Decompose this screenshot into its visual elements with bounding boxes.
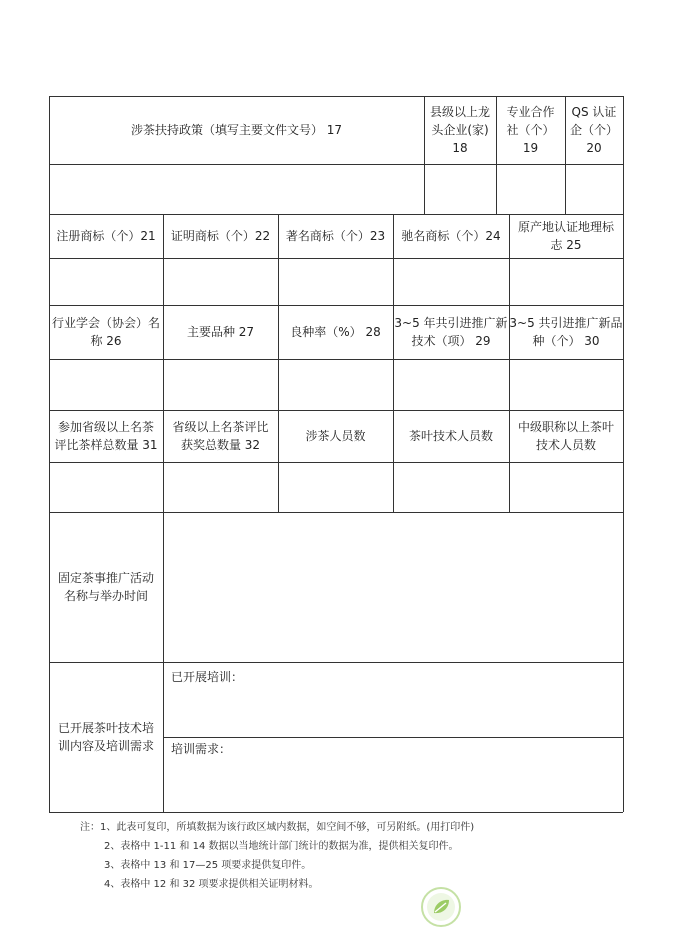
- field-number: 18: [452, 141, 468, 155]
- main-variety-header: [163, 305, 278, 359]
- header-line: 省级以上名茶评比: [172, 420, 269, 434]
- improved-variety-rate-header: [278, 305, 393, 359]
- header-text: 涉茶人员数: [305, 429, 366, 443]
- input-cell-27[interactable]: [163, 359, 278, 410]
- header-text: 注册商标（个）21: [56, 229, 156, 243]
- input-cell-22[interactable]: [163, 258, 278, 305]
- header-line: 行业学会（协会）名: [51, 316, 160, 330]
- header-text: 驰名商标（个）24: [401, 229, 501, 243]
- table-border-right: [623, 96, 624, 812]
- enterprise-input-cell[interactable]: [424, 164, 496, 214]
- activity-input-area[interactable]: [163, 512, 623, 662]
- header-text: 良种率（%） 28: [290, 325, 381, 339]
- header-line: 志 25: [550, 238, 582, 252]
- input-cell-24[interactable]: [393, 258, 509, 305]
- header-line: 企（个）: [569, 123, 618, 137]
- input-cell-25[interactable]: [509, 258, 623, 305]
- input-cell-senior-technicians[interactable]: [509, 462, 623, 512]
- training-done-label: 已开展培训：: [171, 670, 244, 684]
- registered-trademark-header: [49, 214, 163, 258]
- association-header: [49, 305, 163, 359]
- senior-technicians-header: [509, 410, 623, 462]
- enterprise-header: [424, 96, 496, 164]
- header-text: 主要品种 27: [186, 325, 255, 339]
- note-line: 注：1、此表可复印，所填数据为该行政区域内数据，如空间不够，可另附纸。(用打印件): [80, 822, 475, 833]
- input-cell-28[interactable]: [278, 359, 393, 410]
- new-variety-header: [509, 305, 623, 359]
- label-line: 名称与举办时间: [63, 589, 148, 603]
- input-cell-30[interactable]: [509, 359, 623, 410]
- geographic-indication-header: [509, 214, 623, 258]
- header-line: 原产地认证地理标: [517, 220, 614, 234]
- input-cell-32[interactable]: [163, 462, 278, 512]
- famous-trademark-header: [278, 214, 393, 258]
- label-line: 训内容及培训需求: [57, 739, 154, 753]
- note-line: 3、表格中 13 和 17—25 项要求提供复印件。: [104, 860, 312, 871]
- training-label: [49, 662, 163, 812]
- form-notes: [80, 818, 640, 894]
- input-cell-tea-personnel[interactable]: [278, 462, 393, 512]
- header-line: 种（个） 30: [532, 334, 600, 348]
- header-text: 著名商标（个）23: [285, 229, 386, 243]
- training-need-label: 培训需求：: [171, 742, 232, 756]
- tea-personnel-header: [278, 410, 393, 462]
- training-done-area[interactable]: [163, 662, 623, 737]
- header-line: 3~5 共引进推广新品: [509, 316, 623, 330]
- header-line: 3~5 年共引进推广新: [394, 316, 508, 330]
- note-line: 4、表格中 12 和 32 项要求提供相关证明材料。: [104, 879, 319, 890]
- input-cell-tea-technicians[interactable]: [393, 462, 509, 512]
- awards-header: [163, 410, 278, 462]
- header-line: 评比茶样总数量 31: [54, 438, 158, 452]
- input-cell-29[interactable]: [393, 359, 509, 410]
- input-cell-21[interactable]: [49, 258, 163, 305]
- header-text: 茶叶技术人员数: [408, 429, 493, 443]
- policy-header: [49, 96, 424, 164]
- leaf-logo-icon: [420, 886, 462, 928]
- new-technology-header: [393, 305, 509, 359]
- qs-header: [565, 96, 623, 164]
- activity-label: [49, 512, 163, 662]
- header-line: 称 26: [90, 334, 122, 348]
- input-cell-23[interactable]: [278, 258, 393, 305]
- coop-input-cell[interactable]: [496, 164, 565, 214]
- well-known-trademark-header: [393, 214, 509, 258]
- header-text: 证明商标（个）22: [170, 229, 271, 243]
- tea-technicians-header: [393, 410, 509, 462]
- policy-header-text: 涉茶扶持政策（填写主要文件文号） 17: [130, 123, 343, 137]
- certification-trademark-header: [163, 214, 278, 258]
- table-border-bottom: [49, 812, 623, 813]
- training-need-area[interactable]: [163, 737, 623, 812]
- input-cell-31[interactable]: [49, 462, 163, 512]
- note-line: 2、表格中 1-11 和 14 数据以当地统计部门统计的数据为准，提供相关复印件。: [104, 841, 459, 852]
- input-cell-26[interactable]: [49, 359, 163, 410]
- label-line: 已开展茶叶技术培: [57, 721, 154, 735]
- qs-input-cell[interactable]: [565, 164, 623, 214]
- header-line: 专业合作: [506, 105, 555, 119]
- header-line: 中级职称以上茶叶: [517, 420, 614, 434]
- header-line: 社（个）: [506, 123, 555, 137]
- header-line: QS 认证: [571, 105, 617, 119]
- label-line: 固定茶事推广活动: [57, 571, 154, 585]
- coop-header: [496, 96, 565, 164]
- policy-input-cell[interactable]: [49, 164, 424, 214]
- header-line: 技术人员数: [535, 438, 596, 452]
- field-number: 19: [522, 141, 539, 155]
- header-line: 头企业(家): [431, 123, 489, 137]
- field-number: 20: [586, 141, 602, 155]
- header-line: 县级以上龙: [429, 105, 490, 119]
- header-line: 参加省级以上名茶: [57, 420, 154, 434]
- header-line: 获奖总数量 32: [180, 438, 261, 452]
- competition-samples-header: [49, 410, 163, 462]
- header-line: 技术（项） 29: [411, 334, 491, 348]
